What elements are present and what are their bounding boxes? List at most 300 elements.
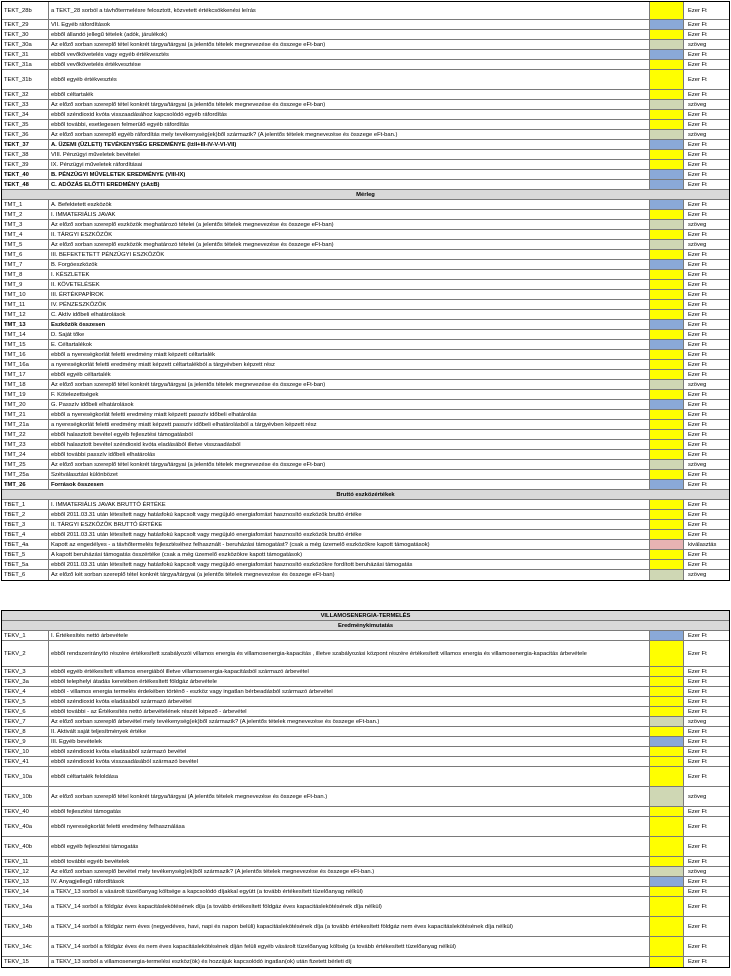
value-input-cell[interactable] (650, 260, 684, 269)
row-description: III. ÉRTÉKPAPÍROK (49, 290, 650, 299)
table-row (2, 480, 729, 490)
value-input-cell[interactable] (650, 170, 684, 179)
row-unit: Ezer Ft (688, 748, 707, 755)
row-description: ebből széndioxid kvóta visszaadásához kapcsolódó egyéb ráfordítás (49, 110, 650, 119)
table-row (2, 667, 729, 677)
row-description: I. IMMATERIÁLIS JAVAK (49, 210, 650, 219)
row-description: a TEKV_14 sorból a földgáz nem éves (negyedéves, havi, napi és napon belüli) kapacitáslekötésének díja (a tovább értékesített földgáz nem éves kapacitáslekötésének díja nélkül) (49, 917, 650, 936)
row-description: II. TÁRGYI ESZKÖZÖK BRUTTÓ ÉRTÉKE (49, 520, 650, 529)
row-code: TMT_11 (2, 300, 49, 309)
row-code: TMT_9 (2, 280, 49, 289)
row-unit: Ezer Ft (688, 111, 707, 118)
table-electricity-generation (1, 610, 730, 968)
row-description: Az előző sorban szereplő bevétel mely tevékenység(ek)ből származik? (A jelentős tételek megnevezése és összege eFt-ban.) (49, 867, 650, 876)
table-row (2, 50, 729, 60)
row-unit: szöveg (688, 461, 707, 468)
value-input-cell[interactable] (650, 150, 684, 159)
row-code: TMT_14 (2, 330, 49, 339)
value-input-cell[interactable] (650, 480, 684, 489)
row-description: I. Értékesítés nettó árbevétele (49, 631, 650, 640)
table-row (2, 160, 729, 170)
row-code: TEKT_29 (2, 20, 49, 29)
value-input-cell[interactable] (650, 240, 684, 249)
row-code: TEKV_3a (2, 677, 49, 686)
row-description: ebből 2011.03.31 után létesített nagy hatásfokú kapcsolt vagy megújuló energiaforrást hasznosító eszközök bruttó értéke (49, 510, 650, 519)
row-unit: Ezer Ft (688, 561, 707, 568)
table-row (2, 380, 729, 390)
value-input-cell[interactable] (650, 767, 684, 786)
row-description: IX. Pénzügyi műveletek ráfordításai (49, 160, 650, 169)
row-unit: Ezer Ft (688, 401, 707, 408)
row-unit: Ezer Ft (688, 151, 707, 158)
value-input-cell[interactable] (650, 30, 684, 39)
value-input-cell[interactable] (650, 727, 684, 736)
table-row (2, 340, 729, 350)
row-code: TBET_5a (2, 560, 49, 569)
value-input-cell[interactable] (650, 530, 684, 539)
table-row (2, 897, 729, 917)
value-input-cell[interactable] (650, 570, 684, 580)
row-code: TEKV_14c (2, 937, 49, 956)
row-description: ebből - villamos energia termelés érdekében történő - eszköz vagy ingatlan bérbeadásból származó árbevétel (49, 687, 650, 696)
row-unit: Ezer Ft (688, 521, 707, 528)
value-input-cell[interactable] (650, 667, 684, 676)
row-description: IV. PÉNZESZKÖZÖK (49, 300, 650, 309)
value-input-cell[interactable] (650, 737, 684, 746)
row-description: A. ÜZEMI (ÜZLETI) TEVÉKENYSÉG EREDMÉNYE (I±II+III-IV-V-VI-VII) (49, 140, 650, 149)
row-description: Eszközök összesen (49, 320, 650, 329)
value-input-cell[interactable] (650, 897, 684, 916)
row-unit: Ezer Ft (688, 391, 707, 398)
row-code: TEKV_14b (2, 917, 49, 936)
table-row (2, 937, 729, 957)
row-description: Az előző sorban szereplő árbevétel mely tevékenység(ek)ből származik? (A jelentős tételek megnevezése és összege eFt-ban.) (49, 717, 650, 726)
value-input-cell[interactable] (650, 877, 684, 886)
row-unit: Ezer Ft (688, 91, 707, 98)
value-input-cell[interactable] (650, 180, 684, 189)
table-row (2, 717, 729, 727)
table-row (2, 440, 729, 450)
value-input-cell[interactable] (650, 550, 684, 559)
value-input-cell[interactable] (650, 707, 684, 716)
row-code: TBET_6 (2, 570, 49, 580)
table-row (2, 150, 729, 160)
row-code: TMT_16a (2, 360, 49, 369)
row-description: IV. Anyagjellegű ráfordítások (49, 877, 650, 886)
table-row (2, 250, 729, 260)
value-input-cell[interactable] (650, 210, 684, 219)
row-unit: Ezer Ft (688, 698, 707, 705)
table-row (2, 200, 729, 210)
row-code: TBET_5 (2, 550, 49, 559)
value-input-cell[interactable] (650, 500, 684, 509)
row-description: ebből további egyéb bevételek (49, 857, 650, 866)
table-row (2, 310, 729, 320)
row-description: Az előző sorban szereplő tétel konkrét tárgya/tárgyai (a jelentős tételek megnevezése és összege eFt-ban) (49, 40, 650, 49)
row-code: TMT_21 (2, 410, 49, 419)
value-input-cell[interactable] (650, 20, 684, 29)
row-code: TEKT_28b (2, 2, 49, 19)
row-code: TMT_20 (2, 400, 49, 409)
row-description: ebből a nyereségkorlát feletti eredmény miatt képzett passzív időbeli elhatárolás (49, 410, 650, 419)
row-description: I. KÉSZLETEK (49, 270, 650, 279)
row-description: ebből nyereségkorlát feletti eredmény felhasználása (49, 817, 650, 836)
row-unit: szöveg (688, 572, 707, 578)
table-row (2, 300, 729, 310)
table-row (2, 430, 729, 440)
value-input-cell[interactable] (650, 687, 684, 696)
value-input-cell[interactable] (650, 560, 684, 569)
value-input-cell[interactable] (650, 937, 684, 956)
table-row (2, 807, 729, 817)
table-row (2, 130, 729, 140)
row-code: TMT_22 (2, 430, 49, 439)
value-input-cell[interactable] (650, 250, 684, 259)
row-unit: Ezer Ft (688, 858, 707, 865)
row-description: a TEKV_13 sorból a vásárolt tüzelőanyag költsége a kapcsolódó díjakkal együtt (a tovább értékesített tüzelőanyag nélkül) (49, 887, 650, 896)
value-input-cell[interactable] (650, 420, 684, 429)
table-row (2, 560, 729, 570)
row-description: B. PÉNZÜGYI MŰVELETEK EREDMÉNYE (VIII-IX) (49, 170, 650, 179)
row-unit: Ezer Ft (688, 76, 707, 83)
row-unit: Ezer Ft (688, 511, 707, 518)
value-input-cell[interactable] (650, 290, 684, 299)
row-unit: szöveg (688, 41, 707, 48)
row-description: ebből halasztott bevétel egyéb fejlesztési támogatásból (49, 430, 650, 439)
table-row (2, 180, 729, 190)
row-code: TEKT_31b (2, 70, 49, 89)
row-code: TEKV_2 (2, 641, 49, 666)
value-input-cell[interactable] (650, 140, 684, 149)
row-unit: Ezer Ft (688, 878, 707, 885)
row-unit: Ezer Ft (688, 201, 707, 208)
table-row (2, 510, 729, 520)
row-description: ebből vevőkövetelés vagy egyéb értékvesztés (49, 50, 650, 59)
row-unit: Ezer Ft (688, 51, 707, 58)
table-row (2, 470, 729, 480)
table-row (2, 570, 729, 580)
table-row (2, 677, 729, 687)
row-unit: szöveg (688, 221, 707, 228)
value-input-cell[interactable] (650, 110, 684, 119)
row-unit: Ezer Ft (688, 738, 707, 745)
value-input-cell[interactable] (650, 697, 684, 706)
table-row (2, 70, 729, 90)
table-row (2, 530, 729, 540)
value-input-cell[interactable] (650, 60, 684, 69)
table-row (2, 120, 729, 130)
value-input-cell[interactable] (650, 200, 684, 209)
row-code: TEKV_8 (2, 727, 49, 736)
value-input-cell[interactable] (650, 817, 684, 836)
value-input-cell[interactable] (650, 470, 684, 479)
table-row (2, 500, 729, 510)
row-code: TMT_5 (2, 240, 49, 249)
row-unit: Ezer Ft (688, 551, 707, 558)
row-unit: Ezer Ft (688, 481, 707, 488)
row-unit: Ezer Ft (688, 411, 707, 418)
row-unit: Ezer Ft (688, 271, 707, 278)
row-code: TEKV_40 (2, 807, 49, 816)
section-header: Eredménykimutatás (2, 621, 729, 631)
row-unit: Ezer Ft (688, 808, 707, 815)
table-row (2, 280, 729, 290)
row-code: TEKV_3 (2, 667, 49, 676)
row-unit: Ezer Ft (688, 251, 707, 258)
row-description: VIII. Pénzügyi műveletek bevételei (49, 150, 650, 159)
row-description: Az előző sorban szereplő tétel konkrét tárgya/tárgyai (a jelentős tételek megnevezése és összege eFt-ban) (49, 100, 650, 109)
value-input-cell[interactable] (650, 310, 684, 319)
value-input-cell[interactable] (650, 40, 684, 49)
row-description: ebből a nyereségkorlát feletti eredmény miatt képzett céltartalék (49, 350, 650, 359)
row-unit: Ezer Ft (688, 531, 707, 538)
table-row (2, 2, 729, 20)
row-description: a TEKV_14 sorból a földgáz éves kapacitáslekötésének díja (a tovább értékesített földgáz éves kapacitáslekötésének díja nélkül) (49, 897, 650, 916)
value-input-cell[interactable] (650, 120, 684, 129)
row-unit: Ezer Ft (688, 31, 707, 38)
value-input-cell[interactable] (650, 787, 684, 806)
row-unit: Ezer Ft (688, 321, 707, 328)
table-row (2, 240, 729, 250)
value-input-cell[interactable] (650, 450, 684, 459)
table-row (2, 140, 729, 150)
value-input-cell[interactable] (650, 957, 684, 967)
table-row (2, 370, 729, 380)
table-row (2, 787, 729, 807)
row-description: ebből halasztott bevétel széndioxid kvóta eladásából illetve visszaadásból (49, 440, 650, 449)
value-input-cell[interactable] (650, 857, 684, 866)
row-description: ebből fejlesztési támogatás (49, 807, 650, 816)
value-input-cell[interactable] (650, 631, 684, 640)
value-input-cell[interactable] (650, 641, 684, 666)
value-input-cell[interactable] (650, 807, 684, 816)
row-code: TEKT_33 (2, 100, 49, 109)
row-description: Források összesen (49, 480, 650, 489)
table-row (2, 170, 729, 180)
row-unit: Ezer Ft (688, 943, 707, 950)
row-code: TEKT_35 (2, 120, 49, 129)
value-input-cell[interactable] (650, 757, 684, 766)
value-input-cell[interactable] (650, 340, 684, 349)
row-unit: Ezer Ft (688, 668, 707, 675)
value-input-cell[interactable] (650, 50, 684, 59)
value-input-cell[interactable] (650, 430, 684, 439)
row-code: TMT_21a (2, 420, 49, 429)
value-input-cell[interactable] (650, 520, 684, 529)
table-row (2, 817, 729, 837)
value-input-cell[interactable] (650, 380, 684, 389)
row-code: TMT_16 (2, 350, 49, 359)
row-description: E. Céltartalékok (49, 340, 650, 349)
value-input-cell[interactable] (650, 270, 684, 279)
section-header: Bruttó eszközértékek (2, 490, 729, 500)
row-unit: Ezer Ft (688, 728, 707, 735)
table-row (2, 917, 729, 937)
row-unit: Ezer Ft (688, 161, 707, 168)
table-row (2, 631, 729, 641)
table-row (2, 867, 729, 877)
value-input-cell[interactable] (650, 360, 684, 369)
value-input-cell[interactable] (650, 867, 684, 876)
value-input-cell[interactable] (650, 917, 684, 936)
row-description: Az előző két sorban szereplő tétel konkrét tárgya/tárgyai (a jelentős tételek megnevezése és összege eFt-ban) (49, 570, 650, 580)
table-row (2, 360, 729, 370)
row-description: ebből további passzív időbeli elhatárolás (49, 450, 650, 459)
row-code: TEKT_30a (2, 40, 49, 49)
value-input-cell[interactable] (650, 160, 684, 169)
table-row (2, 877, 729, 887)
row-unit: Ezer Ft (688, 421, 707, 428)
row-unit: Ezer Ft (688, 888, 707, 895)
row-description: ebből széndioxid kvóta eladásából származó bevétel (49, 747, 650, 756)
row-description: C. ADÓZÁS ELŐTTI EREDMÉNY (±A±B) (49, 180, 650, 189)
table-row (2, 20, 729, 30)
value-input-cell[interactable] (650, 130, 684, 139)
value-input-cell[interactable] (650, 100, 684, 109)
row-unit: Ezer Ft (688, 181, 707, 188)
table-row (2, 757, 729, 767)
row-description: ebből egyéb céltartalék (49, 370, 650, 379)
row-code: TBET_4 (2, 530, 49, 539)
table-row (2, 420, 729, 430)
row-description: ebből vevőkövetelés értékvesztése (49, 60, 650, 69)
table-row (2, 220, 729, 230)
table-row (2, 40, 729, 50)
row-description: Szétválasztási különbözet (49, 470, 650, 479)
table-row (2, 767, 729, 787)
row-code: TEKV_40b (2, 837, 49, 856)
row-code: TEKT_36 (2, 130, 49, 139)
row-description: a TEKV_13 sorból a villamosenergia-termelési eszköz(ök) és hozzájuk kapcsolódó ingatlan(ok) után fizetett bérleti díj (49, 957, 650, 967)
row-code: TEKV_40a (2, 817, 49, 836)
row-code: TMT_6 (2, 250, 49, 259)
row-description: ebből telephelyi átadás keretében értékesített földgáz árbevétele (49, 677, 650, 686)
row-code: TEKV_10a (2, 767, 49, 786)
row-code: TBET_2 (2, 510, 49, 519)
row-description: Az előző sorban szereplő tétel konkrét tárgya/tárgyai (a jelentős tételek megnevezése és összege eFt-ban) (49, 460, 650, 469)
row-description: ebből egyéb fejlesztési támogatás (49, 837, 650, 856)
row-description: A. Befektetett eszközök (49, 200, 650, 209)
table-row (2, 450, 729, 460)
value-input-cell[interactable] (650, 350, 684, 359)
row-description: a nyereségkorlát feletti eredmény miatt képzett céltartalékból a tárgyévben képzett rész (49, 360, 650, 369)
row-code: TEKV_1 (2, 631, 49, 640)
value-input-cell[interactable] (650, 300, 684, 309)
row-unit: Ezer Ft (688, 431, 707, 438)
value-input-cell[interactable] (650, 837, 684, 856)
value-input-cell[interactable] (650, 440, 684, 449)
row-unit: szöveg (688, 381, 707, 388)
row-unit: szöveg (688, 718, 707, 725)
row-unit: Ezer Ft (688, 261, 707, 268)
value-input-cell[interactable] (650, 320, 684, 329)
row-unit: Ezer Ft (688, 61, 707, 68)
row-unit: Ezer Ft (688, 471, 707, 478)
value-input-cell[interactable] (650, 410, 684, 419)
row-unit: Ezer Ft (688, 231, 707, 238)
value-input-cell[interactable] (650, 90, 684, 99)
section-title: VILLAMOSENERGIA-TERMELÉS (2, 611, 729, 621)
table-row (2, 30, 729, 40)
value-input-cell[interactable] (650, 220, 684, 229)
row-unit: Ezer Ft (688, 311, 707, 318)
row-description: VII. Egyéb ráfordítások (49, 20, 650, 29)
table-fixed-assets-income (1, 1, 730, 581)
row-code: TEKV_5 (2, 697, 49, 706)
value-input-cell[interactable] (650, 370, 684, 379)
row-code: TEKV_15 (2, 957, 49, 967)
table-row (2, 100, 729, 110)
table-row (2, 90, 729, 100)
row-code: TEKT_31a (2, 60, 49, 69)
row-description: Az előző sorban szereplő eszközök meghatározó tételei (a jelentős tételek megnevezése és összege eFt-ban) (49, 220, 650, 229)
value-input-cell[interactable] (650, 330, 684, 339)
row-code: TMT_7 (2, 260, 49, 269)
row-description: D. Saját tőke (49, 330, 650, 339)
value-input-cell[interactable] (650, 390, 684, 399)
row-description: A kapott beruházási támogatás összértéke (csak a még üzemelő eszközökre kapott támogatások) (49, 550, 650, 559)
row-description: Az előző sorban szereplő egyéb ráfordítás mely tevékenység(ek)ből származik? (A jelentős tételek megnevezése és összege eFt-ban.) (49, 130, 650, 139)
row-description: ebből céltartalék (49, 90, 650, 99)
row-unit: szöveg (688, 868, 707, 875)
table-row (2, 60, 729, 70)
row-code: TMT_3 (2, 220, 49, 229)
row-code: TEKT_38 (2, 150, 49, 159)
row-unit: Ezer Ft (688, 823, 707, 830)
row-unit: szöveg (688, 241, 707, 248)
value-input-cell[interactable] (650, 460, 684, 469)
row-unit: Ezer Ft (688, 331, 707, 338)
value-input-cell[interactable] (650, 677, 684, 686)
value-input-cell[interactable] (650, 717, 684, 726)
value-input-cell[interactable] (650, 747, 684, 756)
value-input-cell[interactable] (650, 400, 684, 409)
row-code: TEKV_10b (2, 787, 49, 806)
value-input-cell[interactable] (650, 70, 684, 89)
row-unit: Ezer Ft (688, 843, 707, 850)
row-description: I. IMMATERIÁLIS JAVAK BRUTTÓ ÉRTÉKE (49, 500, 650, 509)
row-unit: szöveg (688, 131, 707, 138)
row-unit: Ezer Ft (688, 903, 707, 910)
row-description: III. BEFEKTETETT PÉNZÜGYI ESZKÖZÖK (49, 250, 650, 259)
row-unit: Ezer Ft (688, 758, 707, 765)
row-code: TEKT_32 (2, 90, 49, 99)
table-row (2, 400, 729, 410)
value-input-cell[interactable] (650, 230, 684, 239)
row-description: II. TÁRGYI ESZKÖZÖK (49, 230, 650, 239)
row-unit: Ezer Ft (688, 632, 707, 639)
row-description: a TEKT_28 sorból a távhőtermelésre felosztott, közvetett értékcsökkenési leírás (49, 2, 650, 19)
value-input-cell[interactable] (650, 510, 684, 519)
row-code: TEKT_34 (2, 110, 49, 119)
row-code: TEKV_14 (2, 887, 49, 896)
row-code: TBET_3 (2, 520, 49, 529)
value-input-cell[interactable] (650, 540, 684, 549)
table-row (2, 350, 729, 360)
table-row (2, 697, 729, 707)
table-row (2, 727, 729, 737)
value-input-cell[interactable] (650, 887, 684, 896)
table-row (2, 641, 729, 667)
row-description: II. Aktivált saját teljesítmények értéke (49, 727, 650, 736)
row-description: ebből 2011.03.31 után létesített nagy hatásfokú kapcsolt vagy megújuló energiaforrást hasznosító eszközökre fordított beruházási támogatás (49, 560, 650, 569)
row-unit: Ezer Ft (688, 650, 707, 657)
row-code: TMT_24 (2, 450, 49, 459)
row-unit: Ezer Ft (688, 773, 707, 780)
value-input-cell[interactable] (650, 280, 684, 289)
value-input-cell[interactable] (650, 2, 684, 19)
row-description: III. Egyéb bevételek (49, 737, 650, 746)
